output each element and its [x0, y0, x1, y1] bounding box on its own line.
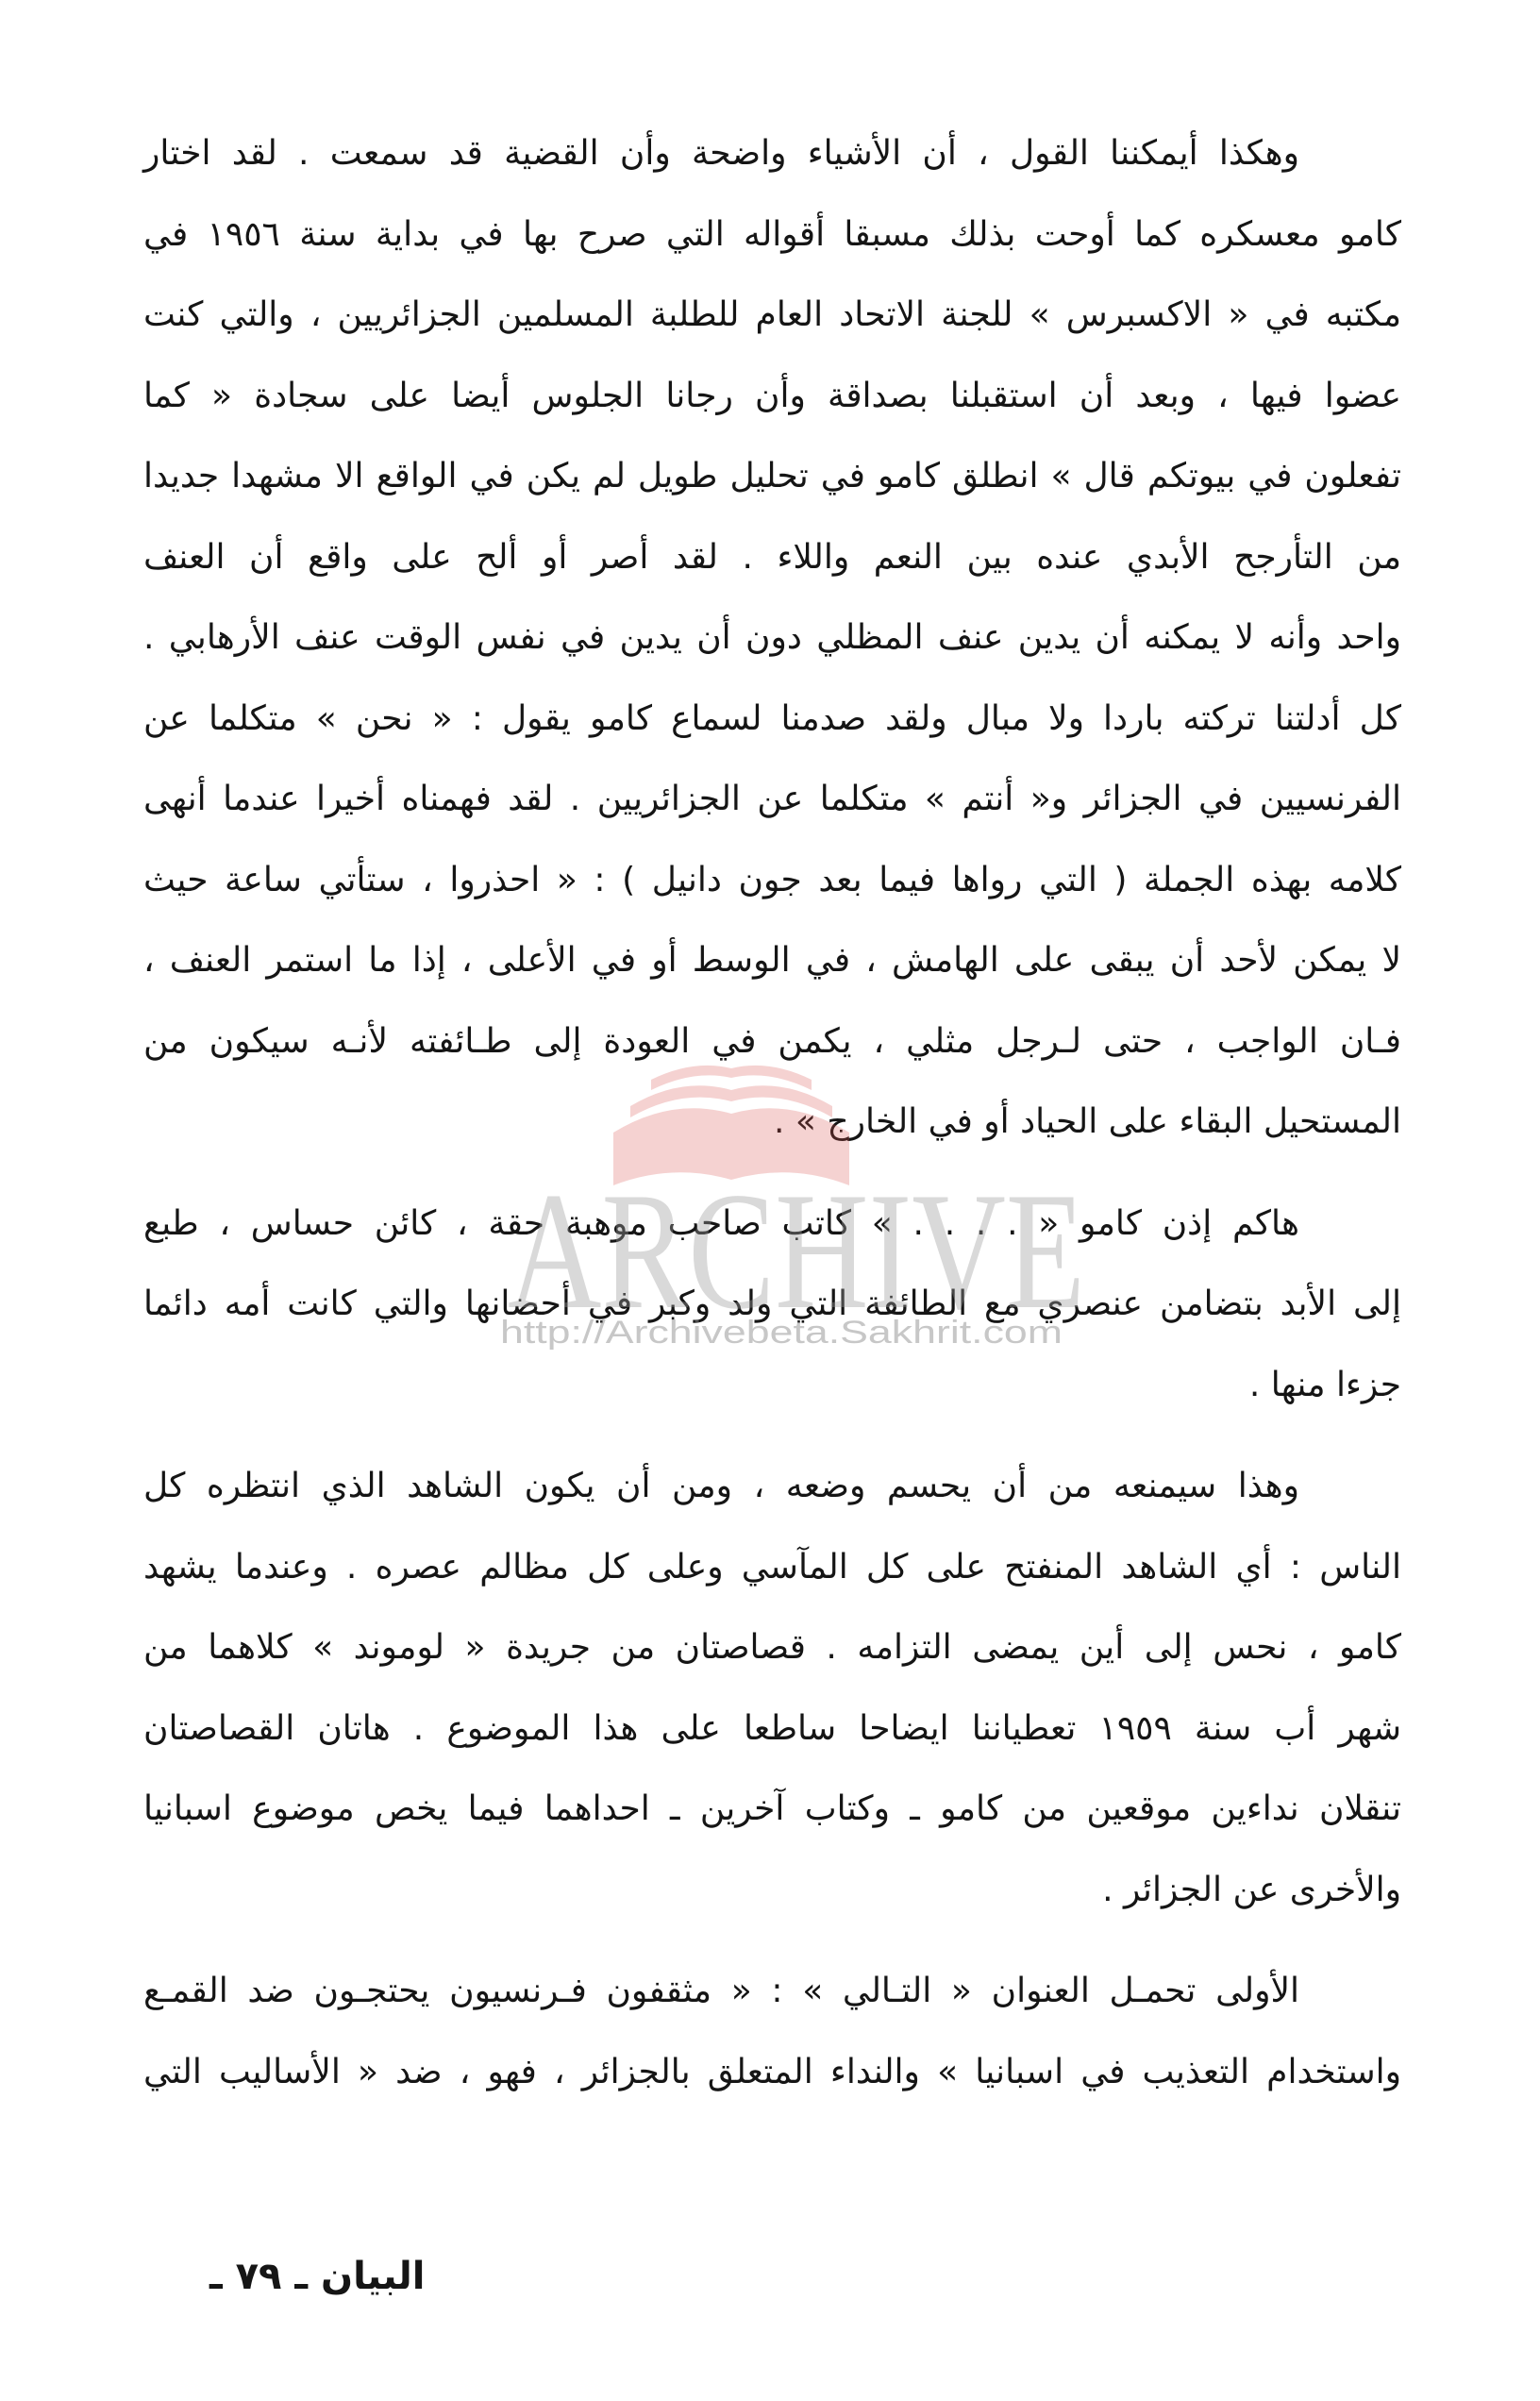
text-line: لا يمكن لأحد أن يبقى على الهامش ، في الوسط أو في الأعلى ، إذا ما استمر العنف ، — [143, 941, 1401, 980]
text-line: كامو معسكره كما أوحت بذلك مسبقا أقواله التي صرح بها في بداية سنة ١٩٥٦ في — [143, 214, 1401, 254]
text-line: المستحيل البقاء على الحياد أو في الخارج » . — [774, 1102, 1401, 1141]
paragraph — [143, 113, 1401, 1163]
paragraph — [143, 1951, 1401, 2112]
text-line: الفرنسيين في الجزائر و« أنتم » متكلما عن الجزائريين . لقد فهمناه أخيرا عندما أنهى — [143, 780, 1401, 818]
text-line: كلامه بهذه الجملة ( التي رواها فيما بعد جون دانيل ) : « احذروا ، ستأتي ساعة حيث — [143, 860, 1401, 899]
page-footer-label: البيان ـ ٧٩ ـ — [209, 2255, 426, 2298]
text-line: عضوا فيها ، وبعد أن استقبلنا بصداقة وأن رجانا الجلوس أيضا على سجادة « كما — [143, 376, 1401, 415]
text-line: كامو ، نحس إلى أين يمضى التزامه . قصاصتان من جريدة « لوموند » كلاهما من — [143, 1628, 1401, 1667]
text-line: واحد وأنه لا يمكنه أن يدين عنف المظلي دون أن يدين في نفس الوقت عنف الأرهابي . — [143, 618, 1401, 657]
text-line: وهكذا أيمكننا القول ، أن الأشياء واضحة وأن القضية قد سمعت . لقد اختار — [143, 134, 1299, 173]
text-line: واستخدام التعذيب في اسبانيا » والنداء المتعلق بالجزائر ، فهو ، ضد « الأساليب التي — [143, 2052, 1401, 2091]
text-line: هاكم إذن كامو « . . . . » كاتب صاحب موهبة حقة ، كائن حساس ، طبع — [143, 1203, 1299, 1243]
text-line: مكتبه في « الاكسبرس » للجنة الاتحاد العام للطلبة المسلمين الجزائريين ، والتي كنت — [143, 295, 1401, 334]
paragraph — [143, 1184, 1401, 1426]
text-line: كل أدلتنا تركته باردا ولا مبال ولقد صدمنا لسماع كامو يقول : « نحن » متكلما عن — [143, 698, 1401, 738]
text-line: تنقلان نداءين موقعين من كامو ـ وكتاب آخرين ـ احداهما فيما يخص موضوع اسبانيا — [143, 1789, 1401, 1828]
text-line: الأولى تحمـل العنوان « التـالي » : « مثقفون فـرنسيون يحتجـون ضد القمـع — [143, 1972, 1299, 2010]
text-line: من التأرجح الأبدي عنده بين النعم واللاء . لقد أصر أو ألح على واقع أن العنف — [143, 537, 1401, 577]
text-line: جزءا منها . — [1248, 1365, 1401, 1404]
article-body — [143, 113, 1401, 2112]
text-line: شهر أب سنة ١٩٥٩ تعطياننا ايضاحا ساطعا على هذا الموضوع . هاتان القصاصتان — [143, 1708, 1401, 1748]
text-line: الناس : أي الشاهد المنفتح على كل المآسي وعلى كل مظالم عصره . وعندما يشهد — [143, 1547, 1401, 1587]
text-line: وهذا سيمنعه من أن يحسم وضعه ، ومن أن يكون الشاهد الذي انتظره كل — [143, 1467, 1299, 1505]
text-line: إلى الأبد بتضامن عنصري مع الطائفة التي ولد وكبر في أحضانها والتي كانت أمه دائما — [143, 1284, 1401, 1323]
paragraph — [143, 1446, 1401, 1930]
text-line: فـان الواجب ، حتى لـرجل مثلي ، يكمن في العودة إلى طـائفته لأنـه سيكون من — [143, 1021, 1401, 1061]
text-line: تفعلون في بيوتكم قال » انطلق كامو في تحليل طويل لم يكن في الواقع الا مشهدا جديدا — [143, 457, 1401, 495]
watermark-title: ARCHIVE — [508, 1157, 1085, 1344]
text-line: والأخرى عن الجزائر . — [1102, 1870, 1401, 1909]
watermark-url: http://Archivebeta.Sakhrit.com — [500, 1315, 1063, 1351]
